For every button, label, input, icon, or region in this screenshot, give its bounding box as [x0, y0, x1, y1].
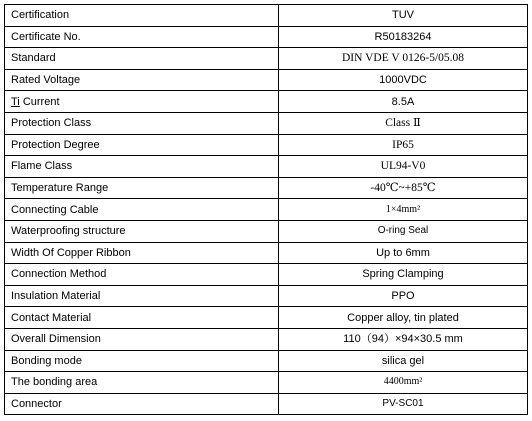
- spec-label: Overall Dimension: [5, 328, 279, 350]
- table-row: [5, 134, 528, 156]
- table-row: [5, 393, 528, 415]
- spec-value: 1×4mm²: [279, 199, 528, 221]
- spec-label: Connector: [5, 393, 279, 415]
- table-row: [5, 91, 528, 113]
- table-row: [5, 372, 528, 394]
- spec-label: Certification: [5, 5, 279, 27]
- table-row: [5, 328, 528, 350]
- spec-label: Insulation Material: [5, 285, 279, 307]
- spec-label: The bonding area: [5, 372, 279, 394]
- table-row: [5, 264, 528, 286]
- table-row: [5, 69, 528, 91]
- spec-label: [5, 91, 279, 113]
- spec-value: 8.5A: [279, 91, 528, 113]
- table-row: [5, 26, 528, 48]
- table-row: [5, 199, 528, 221]
- table-row: [5, 48, 528, 70]
- spec-value: 1000VDC: [279, 69, 528, 91]
- table-row: [5, 112, 528, 134]
- spec-value: TUV: [279, 5, 528, 27]
- spec-value: 4400mm²: [279, 372, 528, 394]
- spec-label: Bonding mode: [5, 350, 279, 372]
- spec-label: Connecting Cable: [5, 199, 279, 221]
- spec-label: Certificate No.: [5, 26, 279, 48]
- spec-label: Standard: [5, 48, 279, 70]
- table-row: [5, 350, 528, 372]
- spec-label: Rated Voltage: [5, 69, 279, 91]
- spec-label: Flame Class: [5, 156, 279, 178]
- spec-value: IP65: [279, 134, 528, 156]
- spec-value: 110（94）×94×30.5 mm: [279, 328, 528, 350]
- spec-value: O-ring Seal: [279, 220, 528, 242]
- spec-value: Class Ⅱ: [279, 112, 528, 134]
- spec-label: Connection Method: [5, 264, 279, 286]
- spec-value: PV-SC01: [279, 393, 528, 415]
- spec-value: UL94-V0: [279, 156, 528, 178]
- spec-label: Width Of Copper Ribbon: [5, 242, 279, 264]
- table-row: [5, 5, 528, 27]
- table-row: [5, 156, 528, 178]
- spec-value: Up to 6mm: [279, 242, 528, 264]
- table-row: [5, 307, 528, 329]
- spec-value: Copper alloy, tin plated: [279, 307, 528, 329]
- specification-table: [4, 4, 528, 415]
- spec-label-rest: Current: [19, 95, 60, 108]
- table-row: [5, 242, 528, 264]
- spec-value: silica gel: [279, 350, 528, 372]
- spec-value: -40℃~+85℃: [279, 177, 528, 199]
- spec-label: Waterproofing structure: [5, 220, 279, 242]
- table-row: [5, 285, 528, 307]
- spec-label: Contact Material: [5, 307, 279, 329]
- spec-label-underlined: Ti: [11, 95, 20, 108]
- spec-label: Temperature Range: [5, 177, 279, 199]
- spec-value: Spring Clamping: [279, 264, 528, 286]
- spec-value: R50183264: [279, 26, 528, 48]
- table-row: [5, 177, 528, 199]
- spec-value: PPO: [279, 285, 528, 307]
- spec-value: DIN VDE V 0126-5/05.08: [279, 48, 528, 70]
- spec-label: Protection Degree: [5, 134, 279, 156]
- spec-label: Protection Class: [5, 112, 279, 134]
- table-row: [5, 220, 528, 242]
